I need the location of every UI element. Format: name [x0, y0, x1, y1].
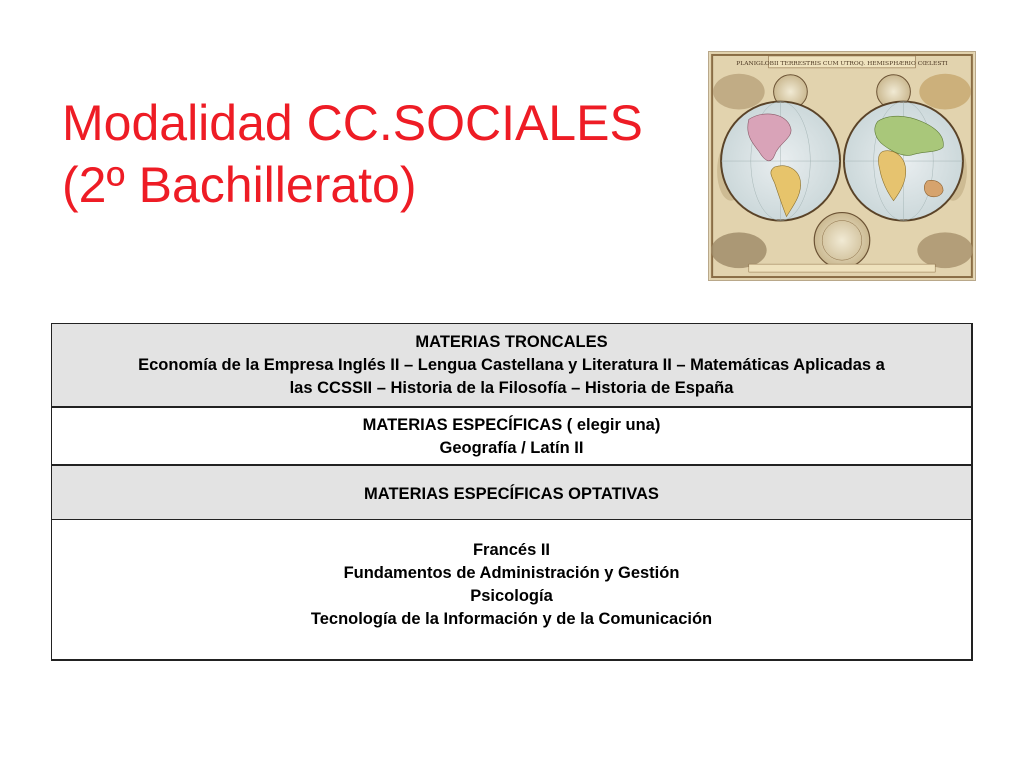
title-line-2: (2º Bachillerato): [62, 157, 417, 213]
optativa-item: Tecnología de la Información y de la Comunicación: [310, 610, 713, 628]
troncales-subjects-line-1: Economía de la Empresa Inglés II – Lengua Castellana y Literatura II – Matemáticas Aplicadas a: [138, 356, 885, 374]
slide-title: [62, 92, 643, 216]
optativas-list-row: [52, 519, 971, 659]
optativas-heading-row: [52, 464, 971, 519]
optativas-heading: MATERIAS ESPECÍFICAS OPTATIVAS: [364, 485, 659, 503]
optativa-item: Psicología: [470, 587, 553, 605]
troncales-subjects-line-2: las CCSSII – Historia de la Filosofía – Historia de España: [289, 379, 734, 397]
world-map-image: [708, 51, 976, 281]
especificas-heading: MATERIAS ESPECÍFICAS ( elegir una): [362, 416, 661, 434]
title-line-1: Modalidad CC.SOCIALES: [62, 95, 643, 151]
svg-text:PLANIGLOBII TERRESTRIS CUM UTR: PLANIGLOBII TERRESTRIS CUM UTROQ. HEMISPHÆRIO CŒLESTI: [736, 59, 948, 67]
troncales-row: [52, 323, 971, 406]
optativa-item: Fundamentos de Administración y Gestión: [343, 564, 680, 582]
world-map-illustration: [709, 52, 975, 280]
especificas-row: [52, 406, 971, 464]
especificas-options: Geografía / Latín II: [439, 439, 584, 457]
troncales-heading: MATERIAS TRONCALES: [415, 333, 608, 351]
optativa-item: Francés II: [472, 541, 551, 559]
subjects-table: [51, 323, 973, 661]
